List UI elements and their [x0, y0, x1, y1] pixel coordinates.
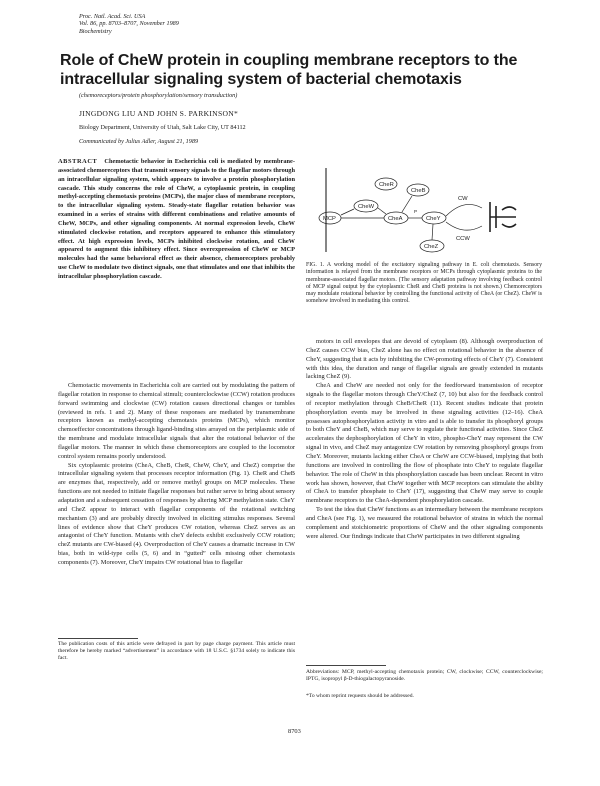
paragraph: CheA and CheW are needed not only for the feedforward transmission of receptor signals to the flagellar motors through CheY/CheZ (7, 10) but also for the feedback control of receptor methylation through CheB/CheR (11). Recent studies indicate that protein phosphorylation events may be involved in these signaling activities (12–16). CheA possesses autophosphorylation activity in vitro and is able to transfer its phosphoryl groups to both CheY and CheB, which may serve to regulate their functional activities. Since CheZ accelerates the dephosphorylation of CheY in vitro, phospho-CheY may represent the CW signal in vivo, and CheZ may antagonize CW rotation by removing phosphoryl groups from CheY. Moreover, mutants lacking either CheA or CheW are CCW-biased, implying that both functions are involved in controlling the flow of phosphate into CheY to regulate flagellar behavior. The role of CheW in this phosphorylation cascade has been unclear. Recent in vitro work has shown, however, that CheW together with MCP receptors can stimulate the ability of CheA to transfer phosphate to CheY (17), suggesting that CheW may serve to couple membrane receptors to the CheA-dependent phosphorylation cascade. [306, 382, 543, 505]
arrow-ccw [446, 222, 482, 230]
communicated-by: Communicated by Julius Adler, August 21, 1989 [79, 138, 199, 145]
paragraph: Chemotactic movements in Escherichia coli are carried out by modulating the pattern of flagellar rotation in response to chemical stimuli; counterclockwise (CCW) rotation produces forward swimming and clockwise (CW) rotation causes directional changes or tumbles (reviewed in refs. 1 and 2). Many of these responses are mediated by transmembrane receptors known as methyl-accepting chemotaxis proteins (MCPs), which monitor chemoeffector concentrations through ligand-binding sites arrayed on the periplasmic side of the membrane and modulate intracellular signals that alter the rotational behavior of the flagellar motors. The manner in which these chemoreceptors are coupled to the locomotor control system remains poorly understood. [58, 382, 295, 460]
abbreviations-footnote: Abbreviations: MCP, methyl-accepting chemotaxis protein; CW, clockwise; CCW, counterclockwise; IPTG, isopropyl β-D-thiogalactopyranoside. [306, 669, 543, 683]
affiliation: Biology Department, University of Utah, Salt Lake City, UT 84112 [79, 124, 246, 131]
journal-section: Biochemistry [79, 27, 112, 35]
abstract-text: Chemotactic behavior in Escherichia coli is mediated by membrane-associated chemoreceptors that transmit sensory signals to the flagellar motors through an intracellular signaling system, which appears to involve a protein phosphorylation cascade. This study concerns the role of CheW, a cytoplasmic protein, in coupling methyl-accepting chemotaxis proteins (MCPs), the major class of membrane receptors, to the intracellular signaling system. Steady-state flagellar rotation behavior was examined in a series of strains with different combinations and relative amounts of CheW, MCPs, and other signaling components. At normal expression levels, CheW stimulated clockwise rotation, and receptors appeared to enhance this stimulatory effect. At high expression levels, MCPs inhibited clockwise rotation, and CheW appeared to augment this inhibitory effect. Since overexpression of CheW or MCP molecules had the same behavioral effect as their absence, chemoreceptors probably use CheW to modulate two distinct signals, one that stimulates and one that inhibits the intracellular phosphorylation cascade. [58, 158, 295, 280]
authors: JINGDONG LIU AND JOHN S. PARKINSON* [79, 109, 239, 118]
arrow-chez-chey [432, 224, 433, 240]
paragraph: Six cytoplasmic proteins (CheA, CheB, CheR, CheW, CheY, and CheZ) comprise the intracellular signaling system that processes receptor information (Fig. 1). CheR and CheB are enzymes that, respectively, add or remove methyl groups on MCP molecules. These functions are not needed to initiate flagellar responses but rather serve to bring about sensory adaptation and a subsequent cessation of responses by altering MCP methylation state. CheY and CheZ appear to interact with flagellar components of the rotational switching mechanism (3) and are probably directly involved in eliciting stimulus responses. Several lines of evidence show that CheY produces CW rotation, whereas CheZ serves as an antagonist of CheY function. Mutants with cheY defects exhibit exclusively CCW rotation; cheZ mutants are CW-biased (4). Overproduction of CheY causes a dramatic increase in CW bias, both in wild-type cells (5, 6) and in “gutted” cells missing other chemotaxis components (7). Moreover, CheY impairs CW rotational bias to flagellar [58, 461, 295, 566]
footnote-divider [58, 638, 138, 639]
abstract [58, 158, 295, 282]
figure-1-signaling-diagram [306, 160, 546, 260]
body-left-column [58, 382, 295, 568]
phosphate-label: P [414, 209, 418, 214]
cheb-label: CheB [411, 188, 426, 194]
article-title: Role of CheW protein in coupling membrane receptors to the intracellular signaling system of bacterial chemotaxis [60, 52, 518, 88]
cher-label: CheR [379, 182, 394, 188]
arrow-chew-chea [378, 208, 386, 214]
figure-1-caption: FIG. 1. A working model of the excitatory signaling pathway in E. coli chemotaxis. Sensory information is relayed from the membrane receptors or MCPs through cytoplasmic proteins to the membrane-associated flagellar motors. (The sensory adaptation pathway involving feedback control of MCP signal output by the cytoplasmic CheR and CheB proteins is not shown.) Chemoreceptors may modulate rotational behavior by controlling the functional activity of CheA (or CheZ). CheW is somehow involved in mediating this control. [306, 262, 542, 305]
chea-label: CheA [388, 216, 403, 222]
publication-cost-footnote: The publication costs of this article were defrayed in part by page charge payment. This article must therefore be hereby marked “advertisement” in accordance with 18 U.S.C. §1734 solely to indicate this fact. [58, 641, 295, 662]
abbreviation-divider [306, 665, 386, 666]
abstract-label: ABSTRACT [58, 158, 98, 165]
cw-label: CW [458, 196, 468, 202]
arrow-mcp-chew [341, 209, 354, 215]
journal-header [79, 13, 179, 35]
arrow-cw [446, 204, 482, 216]
journal-name: Proc. Natl. Acad. Sci. USA [79, 13, 146, 20]
mcp-label: MCP [323, 216, 336, 222]
chey-label: CheY [426, 216, 441, 222]
chew-label: CheW [358, 204, 375, 210]
paragraph: To test the idea that CheW functions as an intermediary between the membrane receptors and CheA (see Fig. 1), we measured the rotational behavior of strains in which the normal complement and stoichiometric proportions of CheW and the other signaling components were altered. Our findings indicate that CheW participates in two different signaling [306, 506, 543, 540]
arrow-chea-cheb [402, 196, 412, 212]
page-number: 8703 [288, 728, 301, 735]
reprint-footnote: *To whom reprint requests should be addressed. [306, 693, 414, 699]
ccw-label: CCW [456, 236, 470, 242]
chez-label: CheZ [424, 244, 439, 250]
journal-volume: Vol. 86, pp. 8703–8707, November 1989 [79, 20, 179, 28]
paragraph: motors in cell envelopes that are devoid of cytoplasm (8). Although overproduction of CheZ causes CCW bias, CheZ alone has no effect on rotational behavior in the absence of CheY, suggesting that it acts by inhibiting the CW-promoting effects of CheY (7). Consistent with this idea, the duration and range of flagellar signals are greatly extended in mutants lacking CheZ (9). [306, 338, 543, 381]
flagellar-motor [490, 202, 516, 232]
keywords: (chemoreceptors/protein phosphorylation/sensory transduction) [79, 92, 238, 99]
body-right-column [306, 338, 543, 541]
